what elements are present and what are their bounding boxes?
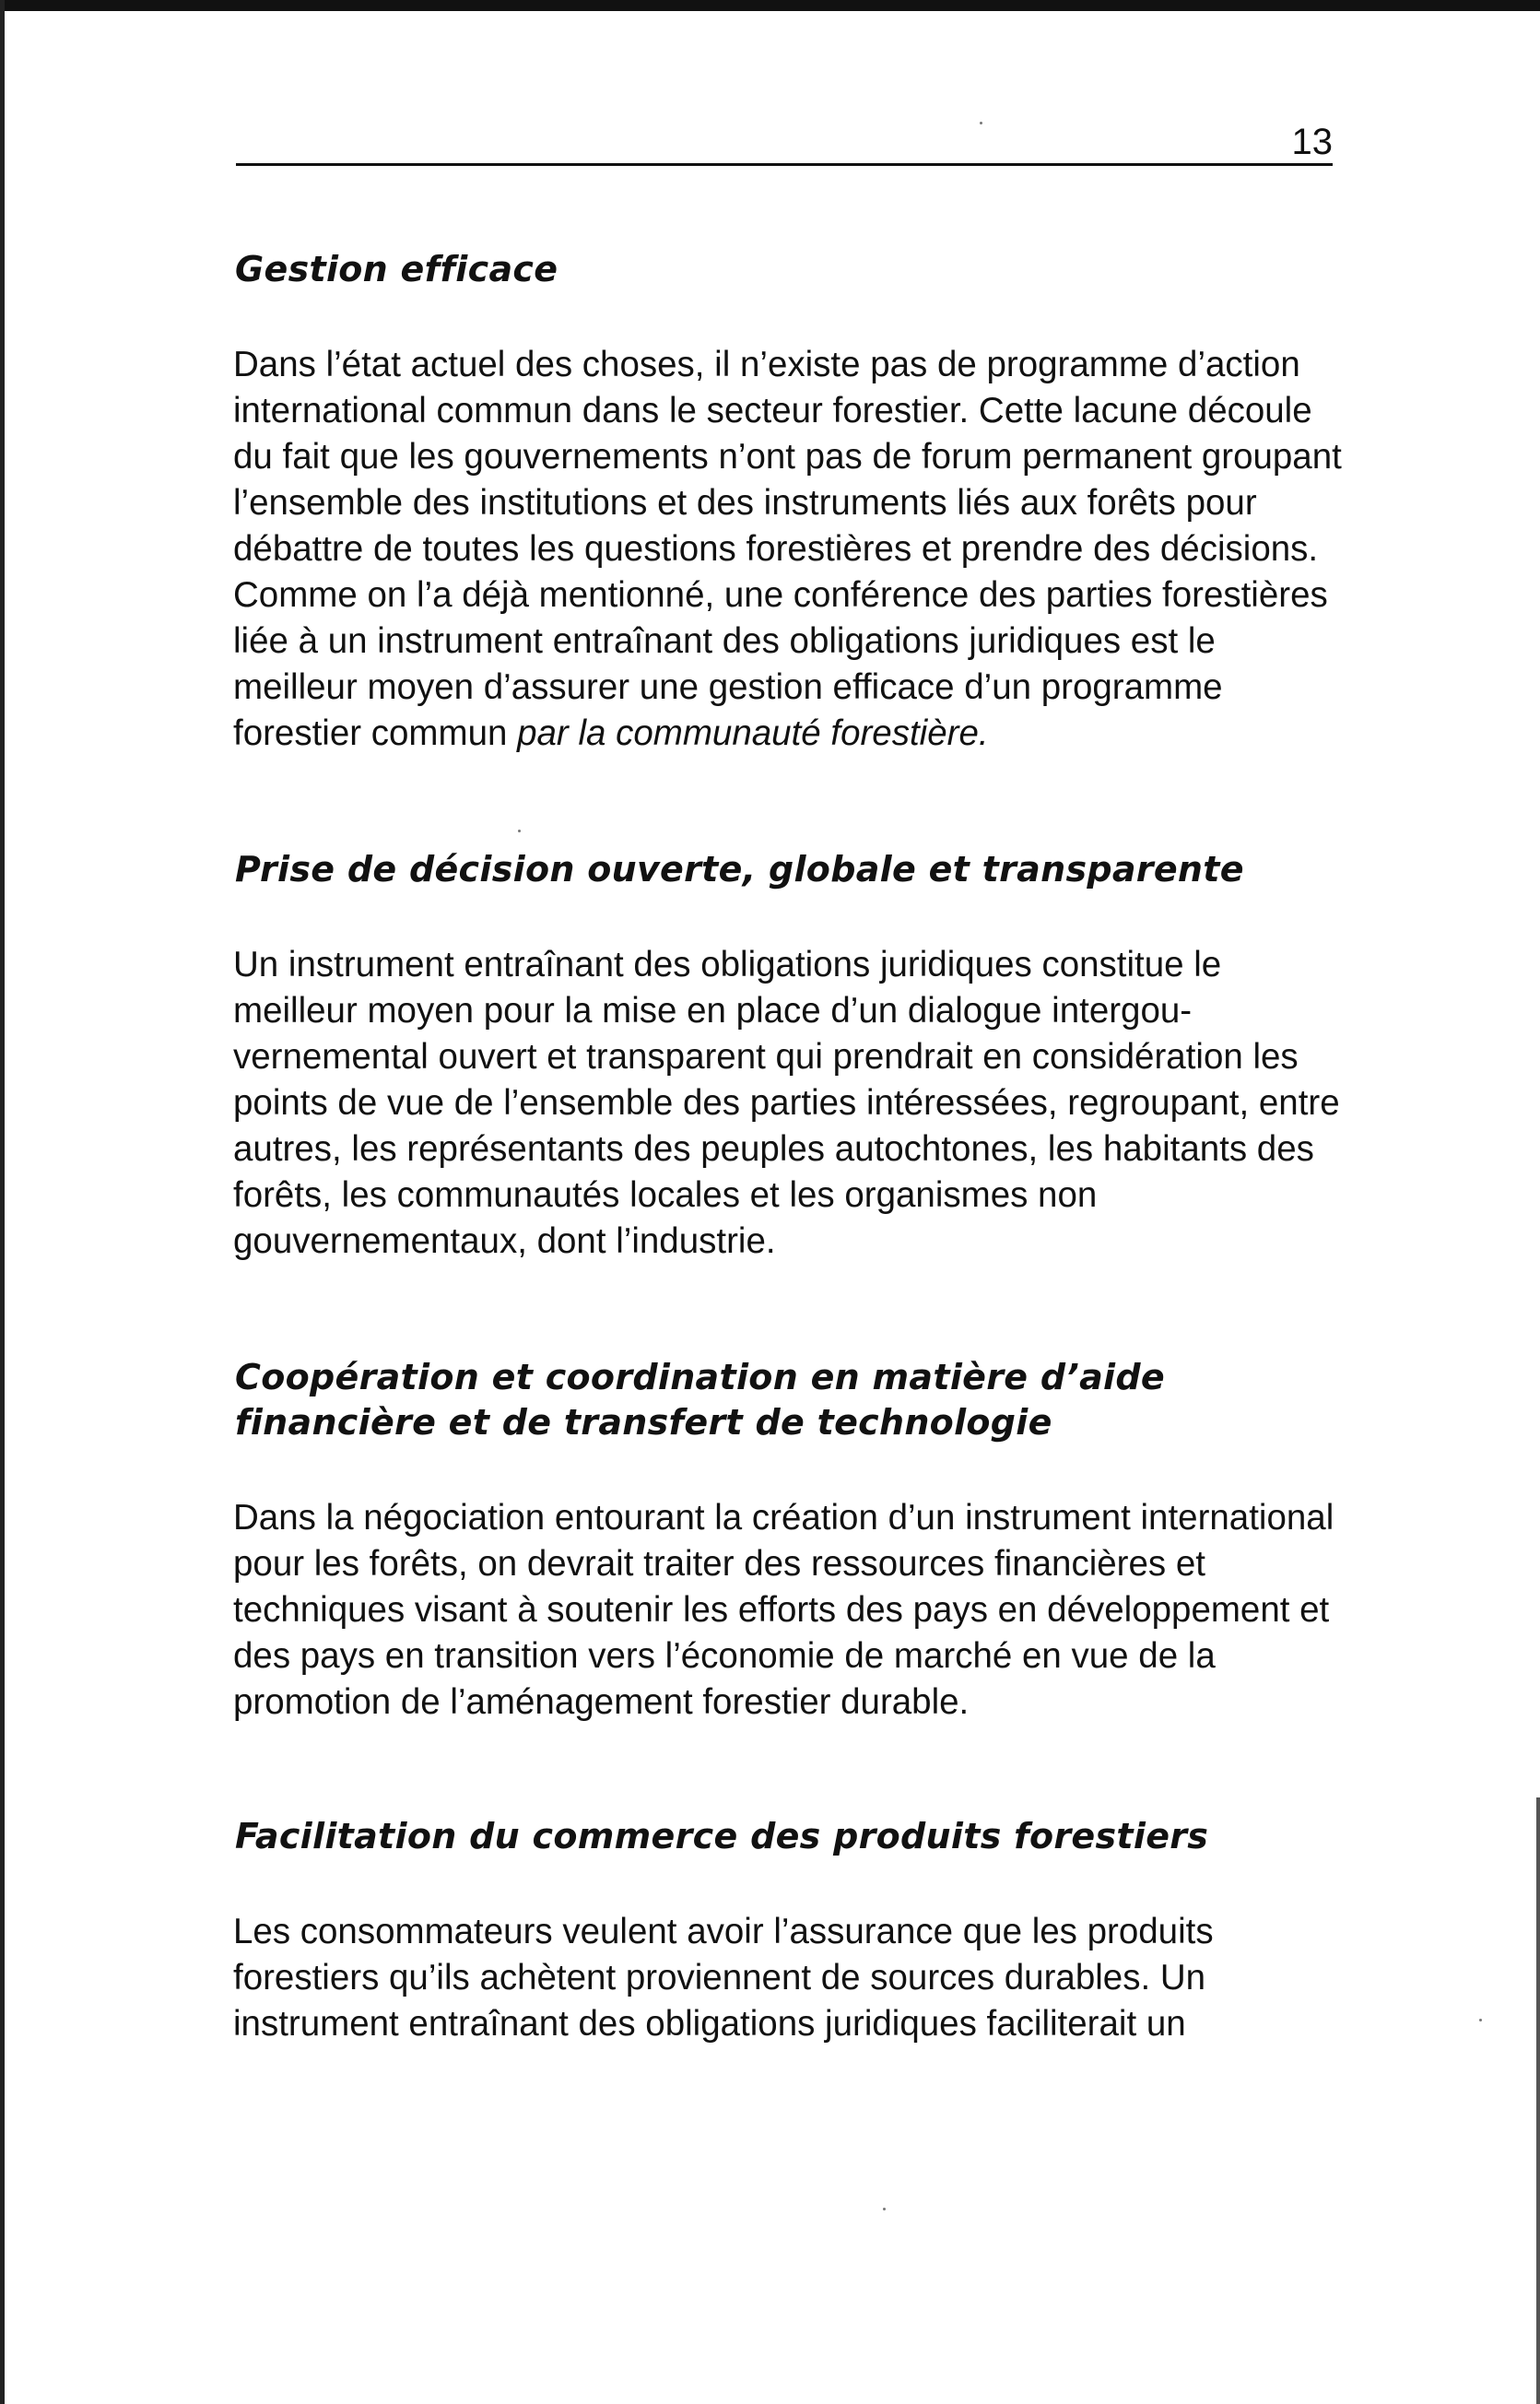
scan-left-edge [0, 0, 5, 2404]
scan-speck [980, 122, 982, 124]
section-heading: Facilitation du commerce des produits forestiers [235, 1816, 1209, 1856]
scan-speck [1479, 2019, 1482, 2021]
scan-speck [883, 2208, 886, 2210]
section-body-italic: par la communauté forestière. [517, 713, 989, 753]
header-rule [236, 163, 1333, 166]
section-body: Dans la négociation entourant la création d’un instrument international pour les forêts, on devrait traiter des ressources financières et techniques visant à soutenir les efforts des pays en développement et des pays en transition vers l’économie de marché en vue de la promotion de l’aménagement forestier durable. [233, 1498, 1334, 1722]
section-body: Un instrument entraînant des obligations juridiques constitue le meilleur moyen pour la mise en place d’un dialogue intergou-vernemental ouvert et transparent qui prendrait en considération les points de vue de l’ensemble des parties intéressées, regroupant, entre autres, les représentants des peuples autochtones, les habitants des forêts, les communautés locales et les organismes non gouvernementaux, dont l’industrie. [233, 945, 1340, 1261]
section-cooperation [226, 1355, 1346, 1726]
page-header [236, 118, 1333, 173]
section-body-text: Dans l’état actuel des choses, il n’existe pas de programme d’action international commun dans le secteur forestier. Cette lacune découle du fait que les gouvernements n’ont pas de forum permanent groupant l’ensemble des institutions et des instruments liés aux forêts pour débattre de toutes les questions forestières et prendre des décisions. Comme on l’a déjà mentionné, une conférence des parties forestières liée à un instrument entraînant des obligations juridiques est le meilleur moyen d’assurer une gestion efficace d’un programme forestier commun [233, 345, 1342, 753]
section-heading: Gestion efficace [235, 249, 558, 289]
section-heading: Prise de décision ouverte, globale et transparente [235, 849, 1244, 890]
page-number: 13 [1291, 122, 1333, 162]
section-gestion-efficace [226, 247, 1346, 757]
scan-speck [518, 830, 521, 832]
section-body [233, 342, 1346, 757]
section-facilitation-commerce [226, 1814, 1346, 2047]
scan-right-edge [1536, 1797, 1540, 2404]
section-heading: Coopération et coordination en matière d’aide financière et de transfert de technologie [235, 1357, 1165, 1443]
scan-top-edge [0, 0, 1540, 11]
page-content [226, 247, 1346, 2047]
section-prise-de-decision [226, 847, 1346, 1265]
section-body: Les consommateurs veulent avoir l’assurance que les produits forestiers qu’ils achètent proviennent de sources durables. Un instrument entraînant des obligations juridiques faciliterait un [233, 1912, 1214, 2044]
